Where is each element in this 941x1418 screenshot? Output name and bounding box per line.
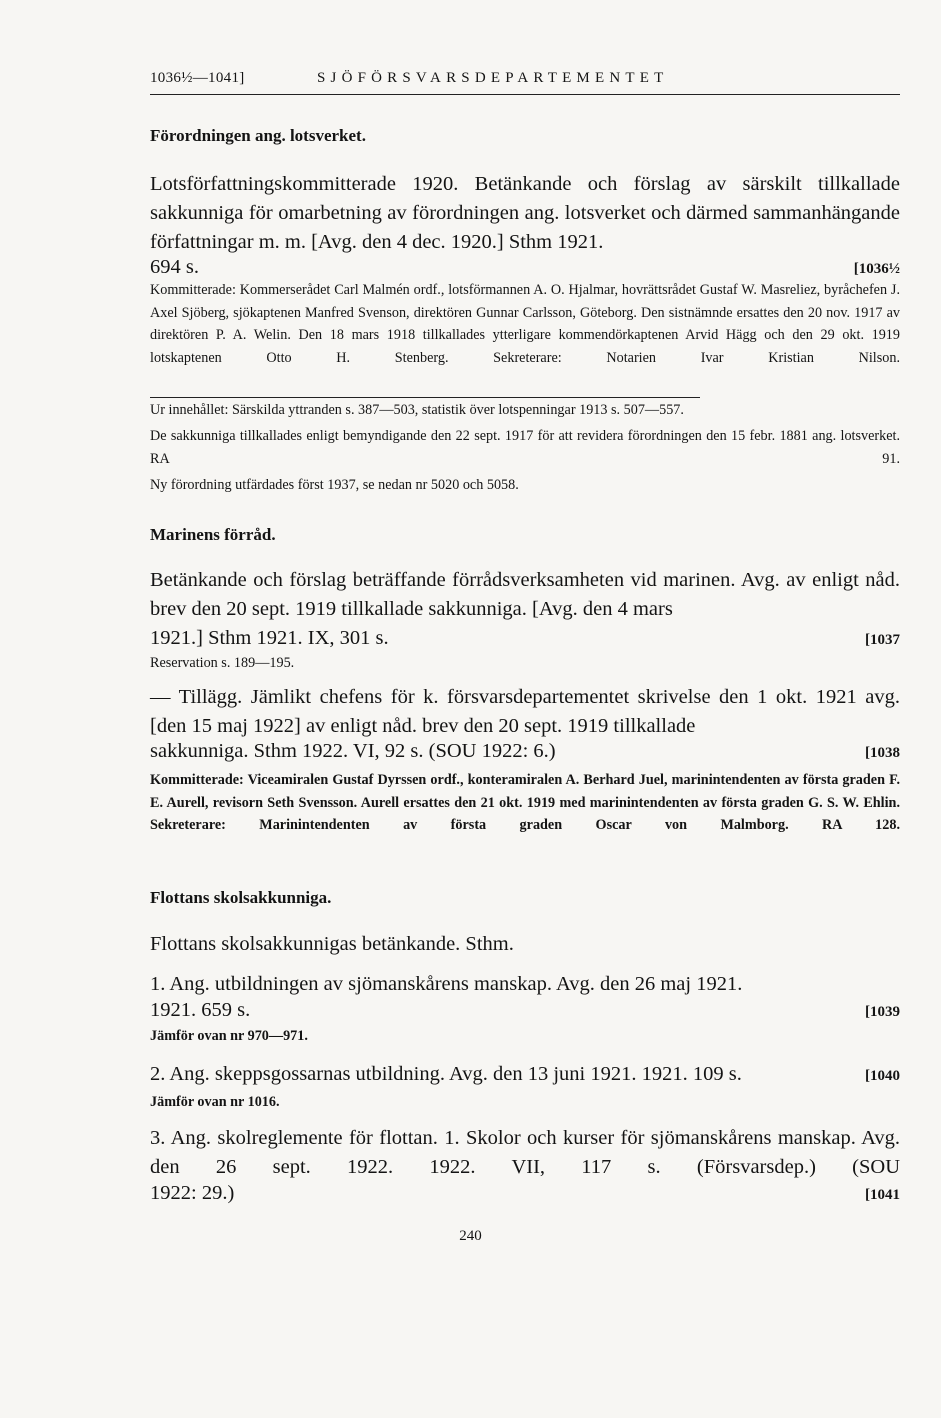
heading-lotsverket: Förordningen ang. lotsverket. (150, 126, 366, 145)
flottan-item-1-note: Jämför ovan nr 970—971. (150, 1028, 308, 1044)
lots-main-text: Lotsförfattningskommitterade 1920. Betänkande och förslag av särskilt tillkallade sakkunniga för omarbetning av förordningen ang. lotsverket och därmed sammanhängande författningar m. m. [Avg. den 4 dec. 1920.] Sthm 1921. (150, 173, 900, 253)
heading-flottans-skolsakkunniga: Flottans skolsakkunniga. (150, 888, 332, 907)
lots-appointed: De sakkunniga tillkallades enligt bemyndigande den 22 sept. 1917 för att revidera förordningen den 15 febr. 1881 ang. lotsverket. RA 91. (150, 428, 900, 467)
marin-main-text: Betänkande och förslag beträffande förrådsverksamheten vid marinen. Avg. av enligt nåd. brev den 20 sept. 1919 tillkallade sakkunniga. [Avg. den 4 mars (150, 569, 900, 620)
flottan-item-3-last-line (150, 1179, 900, 1210)
marin-supplement-last-line (150, 737, 900, 768)
marin-main-last-line (150, 624, 900, 655)
flottan-item-2-note: Jämför ovan nr 1016. (150, 1094, 280, 1110)
entry-range: 1036½—1041] (150, 70, 245, 86)
lots-new-regulation: Ny förordning utfärdades först 1937, se nedan nr 5020 och 5058. (150, 477, 519, 493)
lots-committee: Kommitterade: Kommerserådet Carl Malmén ordf., lotsförmannen A. O. Hjalmar, hovrättsrådet Gustaf W. Masreliez, byråchefen J. Axel Sjöberg, sjökaptenen Manfred Svenson, direktören Gunnar Carlsson, Göteborg. Den sistnämnde ersattes den 20 nov. 1917 av direktören P. A. Welin. Den 18 mars 1918 tillkallades ytterligare kommendörkaptenen Arvid Hägg och den 29 okt. 1919 lotskaptenen Otto H. Stenberg. Sekreterare: Notarien Ivar Kristian Nilson. (150, 282, 900, 366)
flottan-item-3-last: 1922: 29.) (150, 1182, 235, 1204)
flottan-item-2: 2. Ang. skeppsgossarnas utbildning. Avg. den 13 juni 1921. 1921. 109 s. (150, 1063, 742, 1085)
heading-marinens-forrad: Marinens förråd. (150, 525, 276, 544)
entry-ref-1038: [1038 (865, 745, 900, 761)
flottan-item-2-line (150, 1060, 900, 1091)
flottan-item-3: 3. Ang. skolreglemente för flottan. 1. Skolor och kurser för sjömanskårens manskap. Avg. den 26 sept. 1922. 1922. VII, 117 s. (Försvarsdep.) (SOU (150, 1127, 900, 1178)
flottan-item-1: 1. Ang. utbildningen av sjömanskårens manskap. Avg. den 26 maj 1921. (150, 973, 743, 995)
lots-main-last: 694 s. (150, 256, 199, 278)
entry-ref-1040: [1040 (865, 1068, 900, 1084)
marin-supplement-text: — Tillägg. Jämlikt chefens för k. försvarsdepartementet skrivelse den 1 okt. 1921 avg. [den 15 maj 1922] av enligt nåd. brev den 20 sept. 1919 tillkallade (150, 686, 900, 737)
marin-reservation: Reservation s. 189—195. (150, 655, 295, 671)
flottan-item-1-last: 1921. 659 s. (150, 999, 251, 1021)
entry-ref-1039: [1039 (865, 1004, 900, 1020)
marin-committee: Kommitterade: Viceamiralen Gustaf Dyrssen ordf., konteramiralen A. Berhard Juel, marinintendenten av första graden F. E. Aurell, revisorn Seth Svensson. Aurell ersattes den 21 okt. 1919 med marinintendenten av första graden G. S. W. Ehlin. Sekreterare: Marinintendenten av första graden Oscar von Malmborg. RA 128. (150, 772, 900, 833)
entry-ref-1037: [1037 (865, 632, 900, 648)
separator-line (150, 397, 700, 398)
marin-main-last: 1921.] Sthm 1921. IX, 301 s. (150, 627, 389, 649)
running-header (150, 68, 900, 95)
flottan-intro: Flottans skolsakkunnigas betänkande. Sthm. (150, 933, 514, 955)
entry-ref-1041: [1041 (865, 1187, 900, 1203)
marin-supplement-last: sakkunniga. Sthm 1922. VI, 92 s. (SOU 1922: 6.) (150, 740, 556, 762)
flottan-item-1-last-line (150, 996, 900, 1027)
department-title: SJÖFÖRSVARSDEPARTEMENTET (317, 70, 669, 86)
entry-ref-1036: [1036½ (853, 261, 900, 277)
lots-contents: Ur innehållet: Särskilda yttranden s. 387—503, statistik över lotspenningar 1913 s. 507—557. (150, 402, 684, 418)
page-number: 240 (459, 1228, 482, 1244)
